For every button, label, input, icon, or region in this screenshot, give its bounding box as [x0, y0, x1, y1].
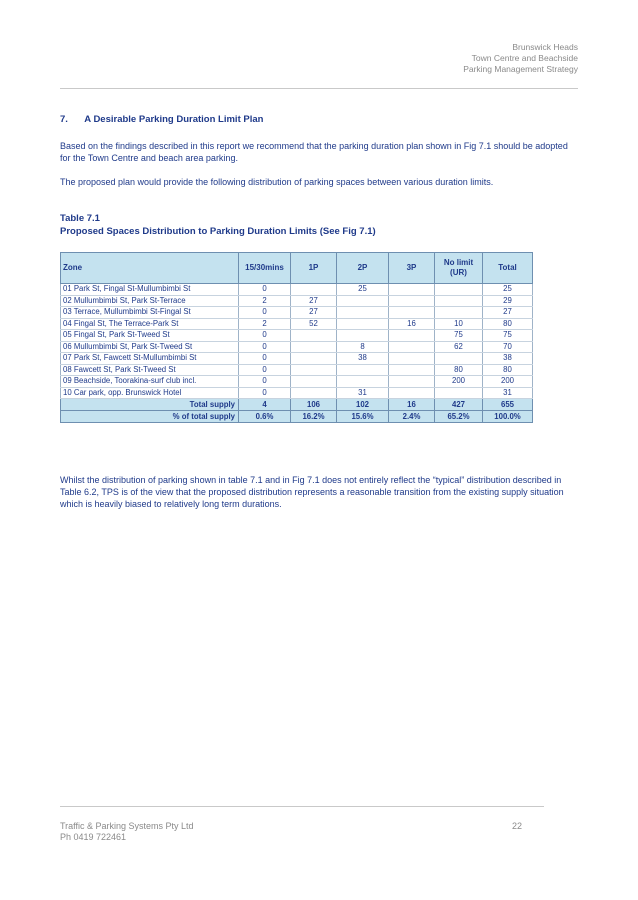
header-line-3: Parking Management Strategy: [463, 64, 578, 74]
cell-total: 75: [483, 330, 533, 342]
pct-3p: 2.4%: [389, 411, 435, 423]
paragraph-conclusion: Whilst the distribution of parking shown in table 7.1 and in Fig 7.1 does not entirely reflect the “typical” distribution described in Table 6.2, TPS is of the view that the proposed distribution represents a reasonable transition from the existing supply situation which is heavily biased to relatively long term durations.: [60, 475, 564, 509]
cell-zone: 10 Car park, opp. Brunswick Hotel: [61, 387, 239, 399]
cell-total: 38: [483, 353, 533, 365]
page-number: 22: [512, 821, 523, 831]
cell-1p: [291, 376, 337, 388]
cell-total: 70: [483, 341, 533, 353]
cell-2p: [337, 330, 389, 342]
pct-supply-label: % of total supply: [61, 411, 239, 423]
cell-no-limit: 75: [435, 330, 483, 342]
cell-1p: 27: [291, 307, 337, 319]
cell-3p: [389, 330, 435, 342]
cell-3p: [389, 353, 435, 365]
pct-supply-row: [61, 411, 533, 423]
total-supply-row: [61, 399, 533, 411]
cell-1p: 52: [291, 318, 337, 330]
pct-1p: 16.2%: [291, 411, 337, 423]
cell-no-limit: [435, 307, 483, 319]
cell-1p: [291, 387, 337, 399]
cell-3p: [389, 307, 435, 319]
cell-15-30mins: 0: [239, 376, 291, 388]
pct-total: 100.0%: [483, 411, 533, 423]
cell-total: 200: [483, 376, 533, 388]
paragraph-plan: The proposed plan would provide the following distribution of parking spaces between various duration limits.: [60, 177, 494, 187]
cell-1p: [291, 341, 337, 353]
section-heading: [60, 114, 263, 125]
cell-2p: [337, 318, 389, 330]
col-header-15-30mins: 15/30mins: [239, 253, 291, 284]
footer-divider: [60, 806, 544, 807]
cell-15-30mins: 0: [239, 330, 291, 342]
cell-1p: [291, 284, 337, 296]
table-row: [61, 387, 533, 399]
cell-no-limit: [435, 387, 483, 399]
pct-no-limit: 65.2%: [435, 411, 483, 423]
total-15-30mins: 4: [239, 399, 291, 411]
cell-3p: [389, 284, 435, 296]
table-row: [61, 341, 533, 353]
cell-15-30mins: 0: [239, 284, 291, 296]
cell-no-limit: 62: [435, 341, 483, 353]
cell-3p: [389, 376, 435, 388]
cell-total: 31: [483, 387, 533, 399]
cell-no-limit: [435, 295, 483, 307]
cell-2p: [337, 295, 389, 307]
header-divider: [60, 88, 578, 89]
cell-2p: 8: [337, 341, 389, 353]
table-row: [61, 330, 533, 342]
cell-15-30mins: 0: [239, 341, 291, 353]
pct-2p: 15.6%: [337, 411, 389, 423]
cell-3p: 16: [389, 318, 435, 330]
cell-2p: [337, 364, 389, 376]
col-header-3p: 3P: [389, 253, 435, 284]
cell-2p: [337, 307, 389, 319]
col-header-total: Total: [483, 253, 533, 284]
cell-total: 80: [483, 364, 533, 376]
cell-zone: 02 Mullumbimbi St, Park St-Terrace: [61, 295, 239, 307]
page-header: [463, 42, 578, 75]
footer-phone: Ph 0419 722461: [60, 832, 127, 842]
cell-no-limit: [435, 353, 483, 365]
cell-3p: [389, 341, 435, 353]
table-header-row: [61, 253, 533, 284]
col-header-1p: 1P: [291, 253, 337, 284]
cell-no-limit: 80: [435, 364, 483, 376]
parking-distribution-table: [60, 252, 533, 423]
col-header-no-limit-label: No limit: [443, 258, 474, 267]
cell-no-limit: 10: [435, 318, 483, 330]
cell-total: 25: [483, 284, 533, 296]
col-header-2p: 2P: [337, 253, 389, 284]
cell-no-limit: [435, 284, 483, 296]
cell-3p: [389, 364, 435, 376]
total-supply-label: Total supply: [61, 399, 239, 411]
cell-total: 80: [483, 318, 533, 330]
col-header-zone: Zone: [61, 253, 239, 284]
cell-2p: 31: [337, 387, 389, 399]
cell-2p: 38: [337, 353, 389, 365]
total-no-limit: 427: [435, 399, 483, 411]
header-line-2: Town Centre and Beachside: [471, 53, 578, 63]
cell-15-30mins: 2: [239, 318, 291, 330]
table-caption: [60, 212, 376, 238]
total-1p: 106: [291, 399, 337, 411]
cell-1p: [291, 364, 337, 376]
cell-2p: 25: [337, 284, 389, 296]
paragraph-intro: Based on the findings described in this report we recommend that the parking duration plan shown in Fig 7.1 should be adopted for the Town Centre and beach area parking.: [60, 141, 568, 163]
cell-zone: 09 Beachside, Toorakina-surf club incl.: [61, 376, 239, 388]
table-row: [61, 376, 533, 388]
pct-15-30mins: 0.6%: [239, 411, 291, 423]
cell-total: 29: [483, 295, 533, 307]
cell-1p: [291, 330, 337, 342]
cell-total: 27: [483, 307, 533, 319]
page-footer: [60, 821, 194, 843]
table-title: Proposed Spaces Distribution to Parking Duration Limits (See Fig 7.1): [60, 226, 376, 237]
cell-1p: 27: [291, 295, 337, 307]
table-row: [61, 307, 533, 319]
total-total: 655: [483, 399, 533, 411]
col-header-no-limit: [435, 253, 483, 284]
section-number: 7.: [60, 114, 68, 125]
header-line-1: Brunswick Heads: [512, 42, 578, 52]
total-2p: 102: [337, 399, 389, 411]
total-3p: 16: [389, 399, 435, 411]
cell-zone: 03 Terrace, Mullumbimbi St-Fingal St: [61, 307, 239, 319]
cell-zone: 04 Fingal St, The Terrace-Park St: [61, 318, 239, 330]
section-title: A Desirable Parking Duration Limit Plan: [84, 114, 264, 125]
cell-15-30mins: 0: [239, 353, 291, 365]
cell-15-30mins: 0: [239, 364, 291, 376]
table-body: [61, 284, 533, 399]
cell-zone: 07 Park St, Fawcett St-Mullumbimbi St: [61, 353, 239, 365]
table-number: Table 7.1: [60, 213, 100, 224]
cell-no-limit: 200: [435, 376, 483, 388]
table-row: [61, 295, 533, 307]
col-header-no-limit-sub: (UR): [450, 268, 467, 277]
cell-zone: 06 Mullumbimbi St, Park St-Tweed St: [61, 341, 239, 353]
cell-2p: [337, 376, 389, 388]
cell-1p: [291, 353, 337, 365]
table-row: [61, 318, 533, 330]
table-row: [61, 364, 533, 376]
footer-company: Traffic & Parking Systems Pty Ltd: [60, 821, 194, 831]
cell-zone: 08 Fawcett St, Park St-Tweed St: [61, 364, 239, 376]
cell-3p: [389, 387, 435, 399]
cell-zone: 05 Fingal St, Park St-Tweed St: [61, 330, 239, 342]
cell-15-30mins: 0: [239, 307, 291, 319]
cell-15-30mins: 0: [239, 387, 291, 399]
cell-3p: [389, 295, 435, 307]
table-row: [61, 353, 533, 365]
table-row: [61, 284, 533, 296]
cell-15-30mins: 2: [239, 295, 291, 307]
cell-zone: 01 Park St, Fingal St-Mullumbimbi St: [61, 284, 239, 296]
